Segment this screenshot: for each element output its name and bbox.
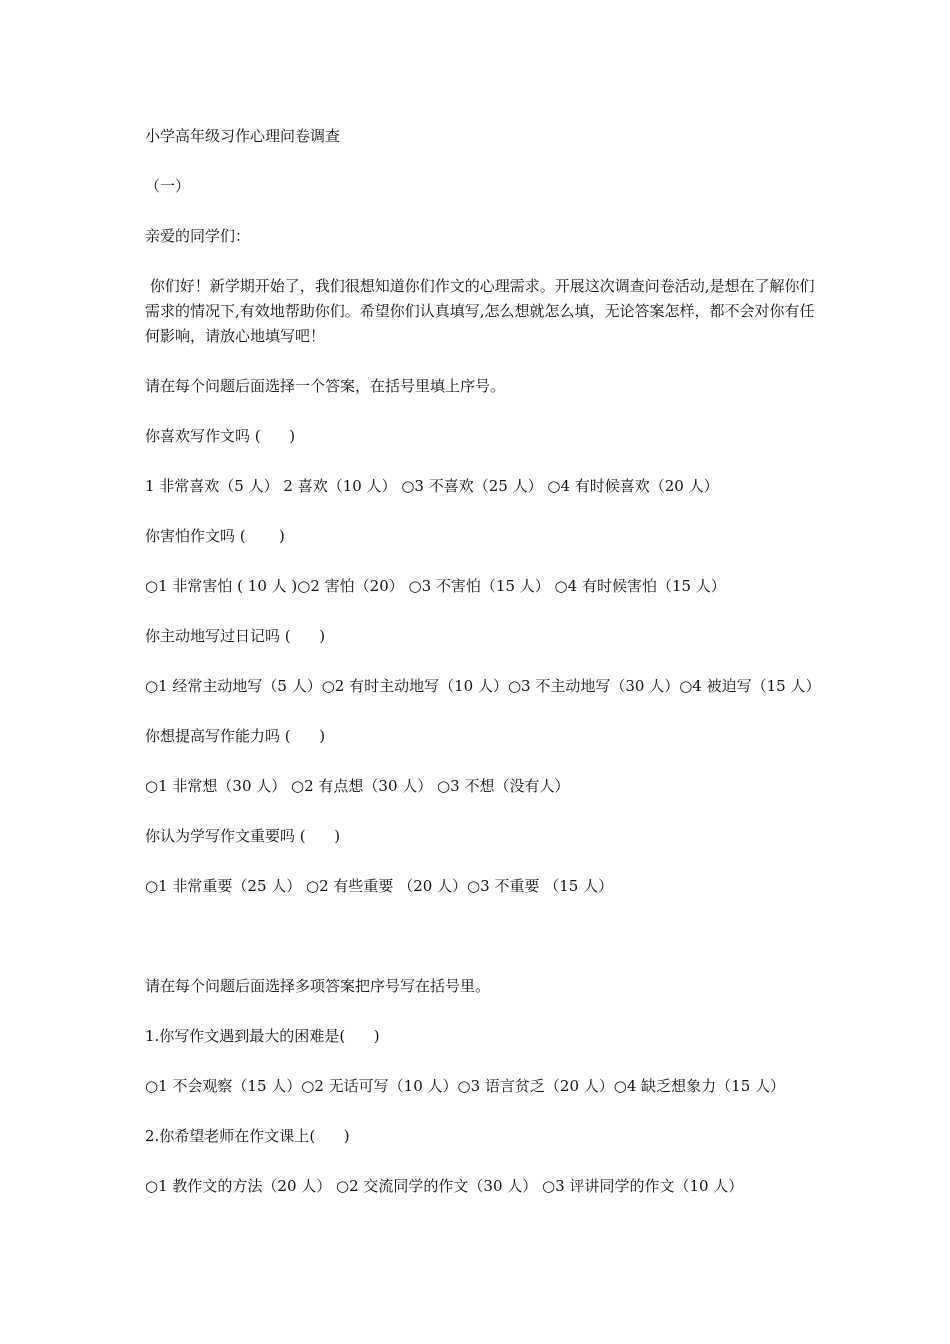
document-page <box>145 124 821 1224</box>
question-1-options: 1 非常喜欢（5 人） 2 喜欢（10 人） ○3 不喜欢（25 人） ○4 有时候喜欢（20 人） <box>145 477 719 495</box>
question-3-options: ○1 经常主动地写（5 人）○2 有时主动地写（10 人）○3 不主动地写（30 人）○4 被迫写（15 人） <box>145 677 821 695</box>
multi-question-2-options: ○1 教作文的方法（20 人） ○2 交流同学的作文（30 人） ○3 评讲同学的作文（10 人） <box>145 1177 744 1195</box>
question-4-options: ○1 非常想（30 人） ○2 有点想（30 人） ○3 不想（没有人） <box>145 777 570 795</box>
question-5: 你认为学写作文重要吗 ( ) <box>145 827 341 845</box>
multi-question-2: 2.你希望老师在作文课上( ) <box>145 1127 350 1145</box>
question-1: 你喜欢写作文吗 ( ) <box>145 427 296 445</box>
question-4: 你想提高写作能力吗 ( ) <box>145 727 326 745</box>
multi-question-1-options: ○1 不会观察（15 人）○2 无话可写（10 人）○3 语言贫乏（20 人）○4 缺乏想象力（15 人） <box>145 1077 786 1095</box>
question-5-options: ○1 非常重要（25 人） ○2 有些重要 （20 人）○3 不重要 （15 人） <box>145 877 614 895</box>
greeting: 亲爱的同学们： <box>145 227 251 245</box>
section-gap <box>145 924 815 974</box>
question-2-options: ○1 非常害怕 ( 10 人 )○2 害怕（20） ○3 不害怕（15 人） ○4 有时候害怕（15 人） <box>145 577 726 595</box>
multi-choice-instruction: 请在每个问题后面选择多项答案把序号写在括号里。 <box>145 977 491 995</box>
question-2: 你害怕作文吗 ( ) <box>145 527 285 545</box>
part-label: （一） <box>145 177 191 195</box>
intro-paragraph: 你们好！新学期开始了，我们很想知道你们作文的心理需求。开展这次调查问卷活动,是想在了解你们需求的情况下,有效地帮助你们。希望你们认真填写,怎么想就怎么填，无论答案怎样，都不会对你有任何影响，请放心地填写吧！ <box>145 277 815 345</box>
multi-question-1: 1.你写作文遇到最大的困难是( ) <box>145 1027 380 1045</box>
question-3: 你主动地写过日记吗 ( ) <box>145 627 326 645</box>
document-title: 小学高年级习作心理问卷调查 <box>145 127 341 145</box>
single-choice-instruction: 请在每个问题后面选择一个答案，在括号里填上序号。 <box>145 377 506 395</box>
